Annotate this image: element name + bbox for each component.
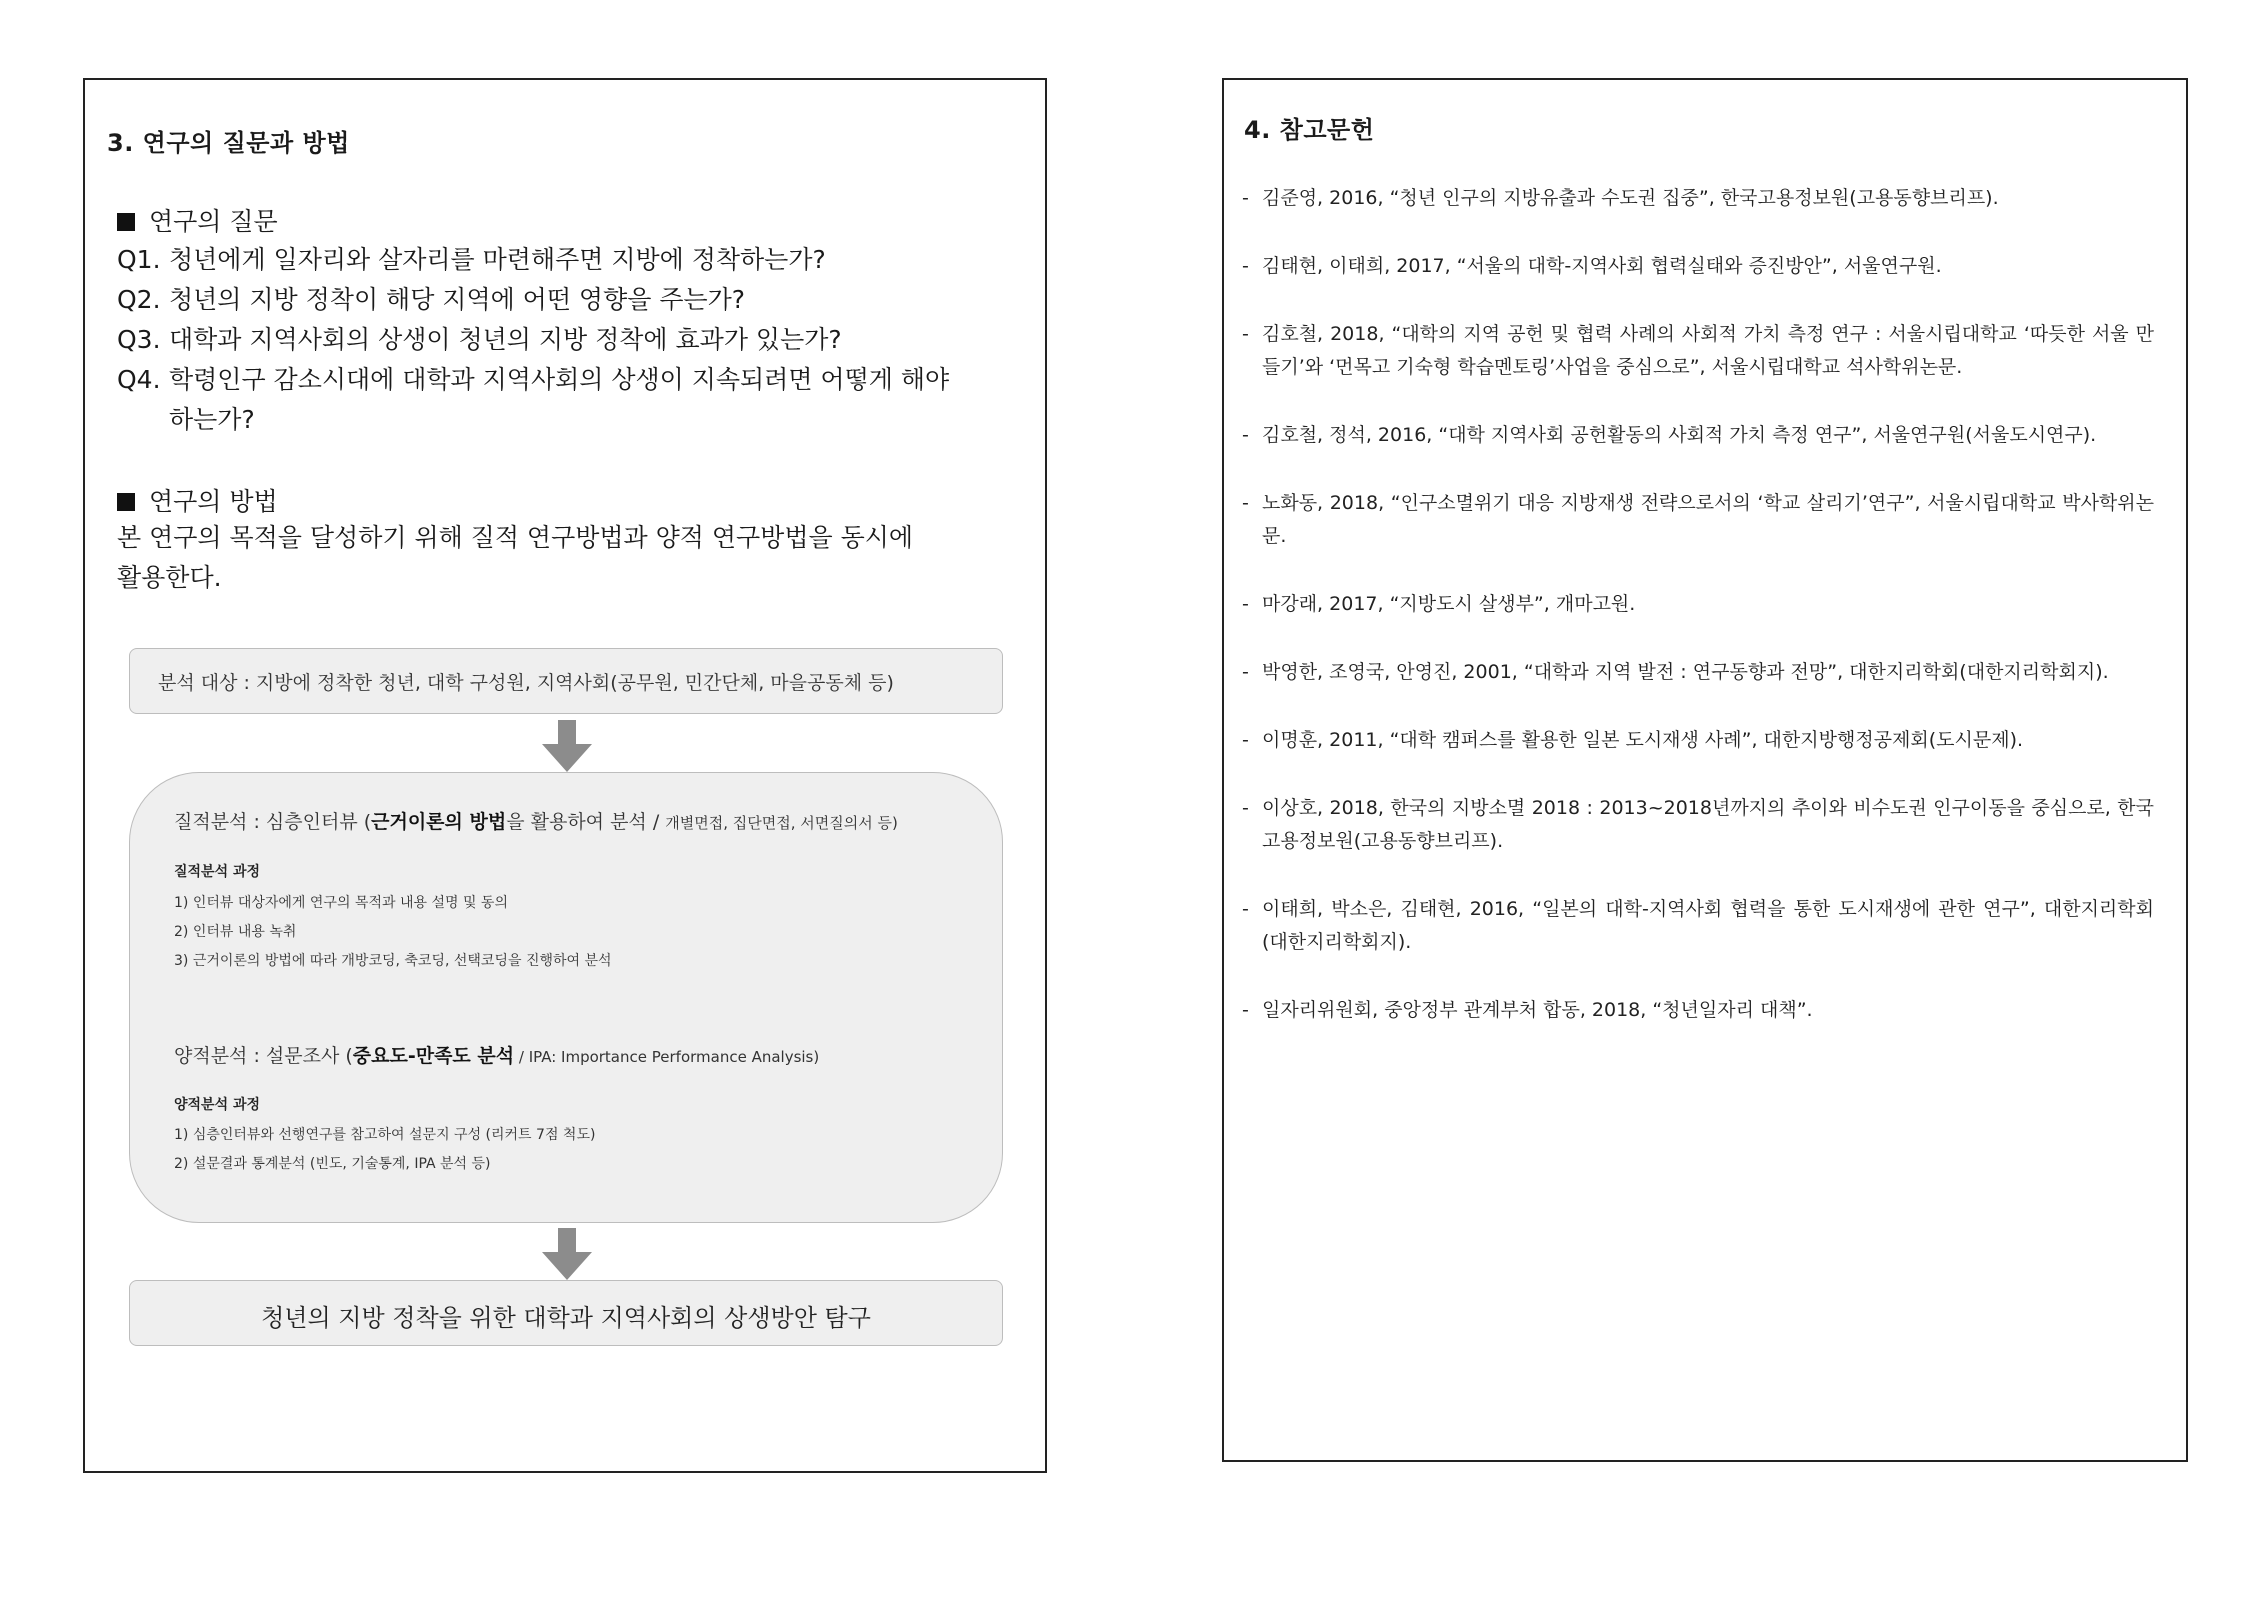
question-text: 청년에게 일자리와 살자리를 마련해주면 지방에 정착하는가?	[169, 245, 826, 274]
question-list	[117, 240, 1017, 440]
research-goal-text: 청년의 지방 정착을 위한 대학과 지역사회의 상생방안 탐구	[261, 1304, 871, 1332]
question-text: 학령인구 감소시대에 대학과 지역사회의 상생이 지속되려면 어떻게 해야	[169, 365, 950, 394]
methods-line: 활용한다.	[117, 563, 222, 592]
down-arrow-icon	[542, 720, 592, 772]
methods-line: 본 연구의 목적을 달성하기 위해 질적 연구방법과 양적 연구방법을 동시에	[117, 523, 914, 552]
analysis-target-text: 분석 대상 : 지방에 정착한 청년, 대학 구성원, 지역사회(공무원, 민간단체, 마을공동체 등)	[158, 672, 894, 694]
qualitative-analysis-title: 질적분석 : 심층인터뷰 (근거이론의 방법을 활용하여 분석 / 개별면접, 집단면접, 서면질의서 등)	[174, 811, 898, 833]
qualitative-process-heading: 질적분석 과정	[174, 864, 261, 880]
left-panel	[83, 78, 1047, 1473]
qualitative-process-step: 3) 근거이론의 방법에 따라 개방코딩, 축코딩, 선택코딩을 진행하여 분석	[174, 953, 612, 969]
quantitative-process-heading: 양적분석 과정	[174, 1097, 261, 1113]
section-title-methods: 3. 연구의 질문과 방법	[107, 129, 350, 157]
analysis-target-box	[129, 648, 1003, 714]
question-number: Q4.	[117, 365, 161, 394]
quantitative-process-step: 1) 심층인터뷰와 선행연구를 참고하여 설문지 구성 (리커트 7점 척도)	[174, 1127, 596, 1143]
reference-item: - 박영한, 조영국, 안영진, 2001, “대학과 지역 발전 : 연구동향과 전망”, 대한지리학회(대한지리학회지).	[1242, 661, 2109, 683]
right-panel	[1222, 78, 2188, 1462]
research-goal-box	[129, 1280, 1003, 1346]
question-number: Q3.	[117, 325, 161, 354]
questions-heading-label: 연구의 질문	[149, 207, 278, 236]
reference-item: - 마강래, 2017, “지방도시 살생부”, 개마고원.	[1242, 593, 1636, 615]
question-number: Q2.	[117, 285, 161, 314]
analysis-methods-box	[129, 772, 1003, 1223]
question-item	[117, 280, 1017, 320]
methods-heading-label: 연구의 방법	[149, 487, 278, 516]
reference-list	[1242, 182, 2154, 1062]
section-title-references: 4. 참고문헌	[1244, 116, 1375, 144]
down-arrow-icon	[542, 1228, 592, 1280]
quantitative-analysis-title: 양적분석 : 설문조사 (중요도-만족도 분석 / IPA: Importance Performance Analysis)	[174, 1045, 820, 1067]
reference-item: - 김준영, 2016, “청년 인구의 지방유출과 수도권 집중”, 한국고용정보원(고용동향브리프).	[1242, 187, 1999, 209]
reference-item: - 노화동, 2018, “인구소멸위기 대응 지방재생 전략으로서의 ‘학교 살리기’연구”, 서울시립대학교 박사학위논문.	[1242, 492, 2154, 547]
methods-heading	[117, 482, 278, 518]
question-text: 청년의 지방 정착이 해당 지역에 어떤 영향을 주는가?	[169, 285, 746, 314]
reference-item: - 일자리위원회, 중앙정부 관계부처 합동, 2018, “청년일자리 대책”.	[1242, 999, 1813, 1021]
reference-item: - 이태희, 박소은, 김태현, 2016, “일본의 대학-지역사회 협력을 통한 도시재생에 관한 연구”, 대한지리학회(대한지리학회지).	[1242, 898, 2154, 953]
question-text-continued: 하는가?	[169, 405, 255, 434]
question-item	[117, 320, 1017, 360]
question-number: Q1.	[117, 245, 161, 274]
square-bullet-icon	[117, 493, 135, 511]
square-bullet-icon	[117, 213, 135, 231]
reference-item: - 김호철, 2018, “대학의 지역 공헌 및 협력 사례의 사회적 가치 측정 연구 : 서울시립대학교 ‘따듯한 서울 만들기’와 ‘먼목고 기숙형 학습멘토링’사업을 중심으로”, 서울시립대학교 석사학위논문.	[1242, 323, 2154, 378]
qualitative-process-step: 2) 인터뷰 내용 녹취	[174, 924, 297, 940]
question-item	[117, 360, 1017, 440]
methods-description	[117, 518, 1017, 598]
question-item	[117, 240, 1017, 280]
reference-item: - 이명훈, 2011, “대학 캠퍼스를 활용한 일본 도시재생 사례”, 대한지방행정공제회(도시문제).	[1242, 729, 2024, 751]
reference-item: - 김호철, 정석, 2016, “대학 지역사회 공헌활동의 사회적 가치 측정 연구”, 서울연구원(서울도시연구).	[1242, 424, 2097, 446]
reference-item: - 김태현, 이태희, 2017, “서울의 대학-지역사회 협력실태와 증진방안”, 서울연구원.	[1242, 255, 1942, 277]
qualitative-process-step: 1) 인터뷰 대상자에게 연구의 목적과 내용 설명 및 동의	[174, 895, 508, 911]
questions-heading	[117, 202, 278, 238]
question-text: 대학과 지역사회의 상생이 청년의 지방 정착에 효과가 있는가?	[169, 325, 842, 354]
quantitative-process-step: 2) 설문결과 통계분석 (빈도, 기술통계, IPA 분석 등)	[174, 1156, 491, 1172]
reference-item: - 이상호, 2018, 한국의 지방소멸 2018 : 2013~2018년까지의 추이와 비수도권 인구이동을 중심으로, 한국고용정보원(고용동향브리프).	[1242, 797, 2154, 852]
